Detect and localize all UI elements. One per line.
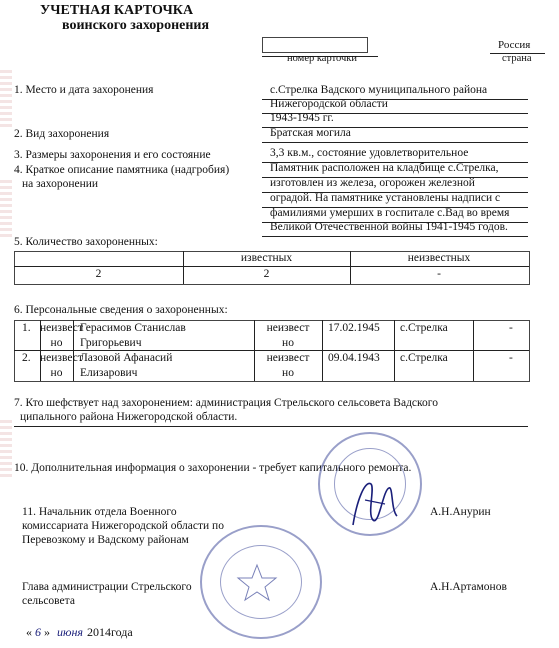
signer1-title-3: Перевозкому и Вадскому районам xyxy=(22,534,189,546)
person-name: Герасимов Станислав Григорьевич xyxy=(80,322,186,349)
field-monument-value-2: изготовлен из железа, огорожен железной xyxy=(270,177,475,189)
person-extra: - xyxy=(509,352,513,364)
patron-line-2: ципального района Нижегородской области. xyxy=(20,411,238,423)
signer1-title-1: 11. Начальник отдела Военного xyxy=(22,506,177,518)
persons-section-label: 6. Персональные сведения о захороненных: xyxy=(14,304,228,316)
card-number-label: номер карточки xyxy=(287,53,357,64)
scan-noise xyxy=(0,180,12,240)
count-known-header: известных xyxy=(240,252,293,264)
field-place-value-1: с.Стрелка Вадского муниципального района xyxy=(270,84,488,96)
field-monument-label-1: 4. Краткое описание памятника (надгробия) xyxy=(14,164,230,176)
person-rank: неизвест но xyxy=(40,352,83,379)
person-death-date: 09.04.1943 xyxy=(328,352,380,364)
scan-noise xyxy=(0,70,12,130)
count-unknown-value: - xyxy=(437,268,441,280)
country-label: страна xyxy=(502,53,532,64)
card-number-box xyxy=(262,37,368,53)
count-section-label: 5. Количество захороненных: xyxy=(14,236,158,248)
field-size-label: 3. Размеры захоронения и его состояние xyxy=(14,149,211,161)
field-monument-value-4: фамилиями умерших в госпитале с.Вад во время xyxy=(270,207,510,219)
person-death-date: 17.02.1945 xyxy=(328,322,380,334)
card-subtitle: воинского захоронения xyxy=(62,18,210,33)
signer2-title-1: Глава администрации Стрельского xyxy=(22,581,192,593)
scan-noise xyxy=(0,420,12,480)
field-monument-value-5: Великой Отечественной войны 1941-1945 годов. xyxy=(270,221,508,233)
signer2-name: А.Н.Артамонов xyxy=(430,581,507,593)
signer1-title-2: комиссариата Нижегородской области по xyxy=(22,520,224,532)
person-birth: неизвест но xyxy=(266,352,310,379)
field-place-value-2: Нижегородской области xyxy=(270,98,388,110)
count-known-value: 2 xyxy=(263,268,270,280)
person-name: Лазовой Афанасий Елизарович xyxy=(80,352,173,379)
person-num: 1. xyxy=(22,322,31,334)
count-total-value: 2 xyxy=(95,268,102,280)
sign-date: « 6 » июня 2014года xyxy=(26,625,133,639)
signature-1 xyxy=(345,470,405,540)
field-place-date-label: 1. Место и дата захоронения xyxy=(14,84,154,96)
patron-line-1: 7. Кто шефствует над захоронением: администрация Стрельского сельсовета Вадского xyxy=(14,397,438,409)
emblem-icon xyxy=(232,560,282,605)
field-monument-label-2: на захоронении xyxy=(22,178,99,190)
person-num: 2. xyxy=(22,352,31,364)
count-unknown-header: неизвестных xyxy=(407,252,471,264)
field-size-value: 3,3 кв.м., состояние удовлетворительное xyxy=(270,147,469,159)
field-monument-value-3: оградой. На памятнике установлены надписи с xyxy=(270,192,501,204)
person-birth: неизвест но xyxy=(266,322,310,349)
country-value: Россия xyxy=(498,39,531,51)
signer2-title-2: сельсовета xyxy=(22,595,75,607)
field-type-label: 2. Вид захоронения xyxy=(14,128,110,140)
field-type-value: Братская могила xyxy=(270,127,351,139)
person-extra: - xyxy=(509,322,513,334)
additional-info: 10. Дополнительная информация о захоронении - требует капитального ремонта. xyxy=(14,462,412,474)
field-date-value: 1943-1945 гг. xyxy=(270,112,334,124)
card-title: УЧЕТНАЯ КАРТОЧКА xyxy=(40,3,194,18)
signer1-name: А.Н.Анурин xyxy=(430,506,491,518)
person-rank: неизвест но xyxy=(40,322,83,349)
person-place: с.Стрелка xyxy=(400,352,448,364)
person-place: с.Стрелка xyxy=(400,322,448,334)
field-monument-value-1: Памятник расположен на кладбище с.Стрелка, xyxy=(270,162,499,174)
